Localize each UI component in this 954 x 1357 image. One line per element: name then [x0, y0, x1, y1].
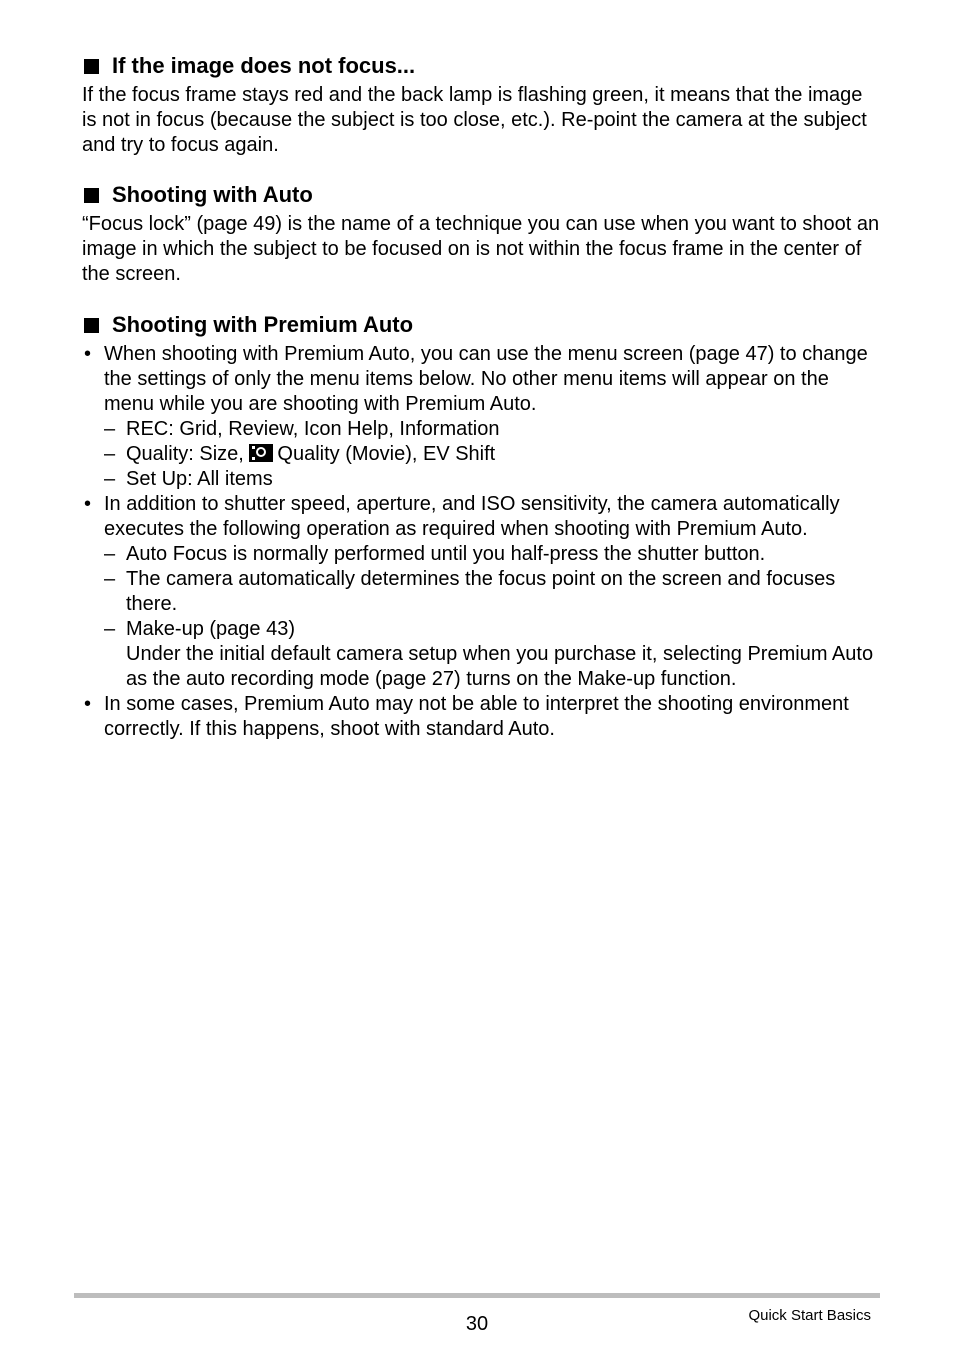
- bullet-text: When shooting with Premium Auto, you can use the menu screen (page 47) to change the settings of only the menu items below. No other menu items will appear on the menu while you are shooting with Premium Auto.: [104, 343, 868, 415]
- footer-section-name: Quick Start Basics: [748, 1307, 871, 1324]
- section-paragraph: “Focus lock” (page 49) is the name of a technique you can use when you want to shoot an image in which the subject to be focused on is not within the focus frame in the center of the screen.: [82, 213, 880, 285]
- sub-text: Auto Focus is normally performed until you half-press the shutter button.: [126, 543, 766, 565]
- sub-item: [104, 567, 882, 617]
- section-heading: [82, 52, 882, 80]
- dash-mark: –: [104, 418, 116, 440]
- dash-mark: –: [104, 618, 116, 640]
- section-paragraph: If the focus frame stays red and the back lamp is flashing green, it means that the image is not in focus (because the subject is too close, etc.). Re-point the camera at the subject and try to focus again.: [82, 84, 867, 156]
- sub-text: Quality (Movie), EV Shift: [277, 443, 496, 465]
- dash-mark: –: [104, 443, 116, 465]
- sub-text: The camera automatically determines the focus point on the screen and focuses there.: [126, 568, 836, 615]
- section-shooting-auto: [82, 181, 882, 287]
- dash-mark: –: [104, 568, 116, 590]
- square-bullet-icon: [84, 318, 99, 333]
- sub-text: Make-up (page 43): [126, 618, 295, 640]
- sub-item: [104, 467, 882, 492]
- bullet-text: In some cases, Premium Auto may not be able to interpret the shooting environment correctly. If this happens, shoot with standard Auto.: [104, 693, 849, 740]
- footer-divider: [74, 1293, 880, 1298]
- sub-text: REC: Grid, Review, Icon Help, Information: [126, 418, 500, 440]
- sub-text: Quality: Size,: [126, 443, 244, 465]
- sub-text: Under the initial default camera setup when you purchase it, selecting Premium Auto as the auto recording mode (page 27) turns on the Make-up function.: [126, 643, 874, 690]
- sub-text: Set Up: All items: [126, 468, 273, 490]
- sub-list: [104, 542, 882, 692]
- list-item: [82, 692, 882, 742]
- sub-item: [104, 442, 882, 467]
- sub-item: [104, 417, 882, 442]
- list-item: [82, 342, 882, 492]
- section-premium-auto: [82, 311, 882, 742]
- heading-text: If the image does not focus...: [112, 53, 416, 78]
- section-heading: [82, 311, 882, 339]
- bullet-dot: •: [84, 493, 92, 515]
- square-bullet-icon: [84, 59, 99, 74]
- dash-mark: –: [104, 543, 116, 565]
- movie-camera-icon: [249, 444, 273, 462]
- bullet-text: In addition to shutter speed, aperture, and ISO sensitivity, the camera automatically executes the following operation as required when shooting with Premium Auto.: [104, 493, 840, 540]
- bullet-list: [82, 342, 882, 742]
- sub-item: [104, 542, 882, 567]
- square-bullet-icon: [84, 188, 99, 203]
- list-item: [82, 492, 882, 692]
- dash-mark: –: [104, 468, 116, 490]
- page-content: [82, 52, 882, 766]
- heading-text: Shooting with Auto: [112, 182, 313, 207]
- sub-item: [104, 617, 882, 692]
- section-heading: [82, 181, 882, 209]
- bullet-dot: •: [84, 343, 92, 365]
- heading-text: Shooting with Premium Auto: [112, 312, 414, 337]
- section-not-focus: [82, 52, 882, 158]
- page-number: 30: [465, 1313, 489, 1335]
- sub-list: [104, 417, 882, 492]
- bullet-dot: •: [84, 693, 92, 715]
